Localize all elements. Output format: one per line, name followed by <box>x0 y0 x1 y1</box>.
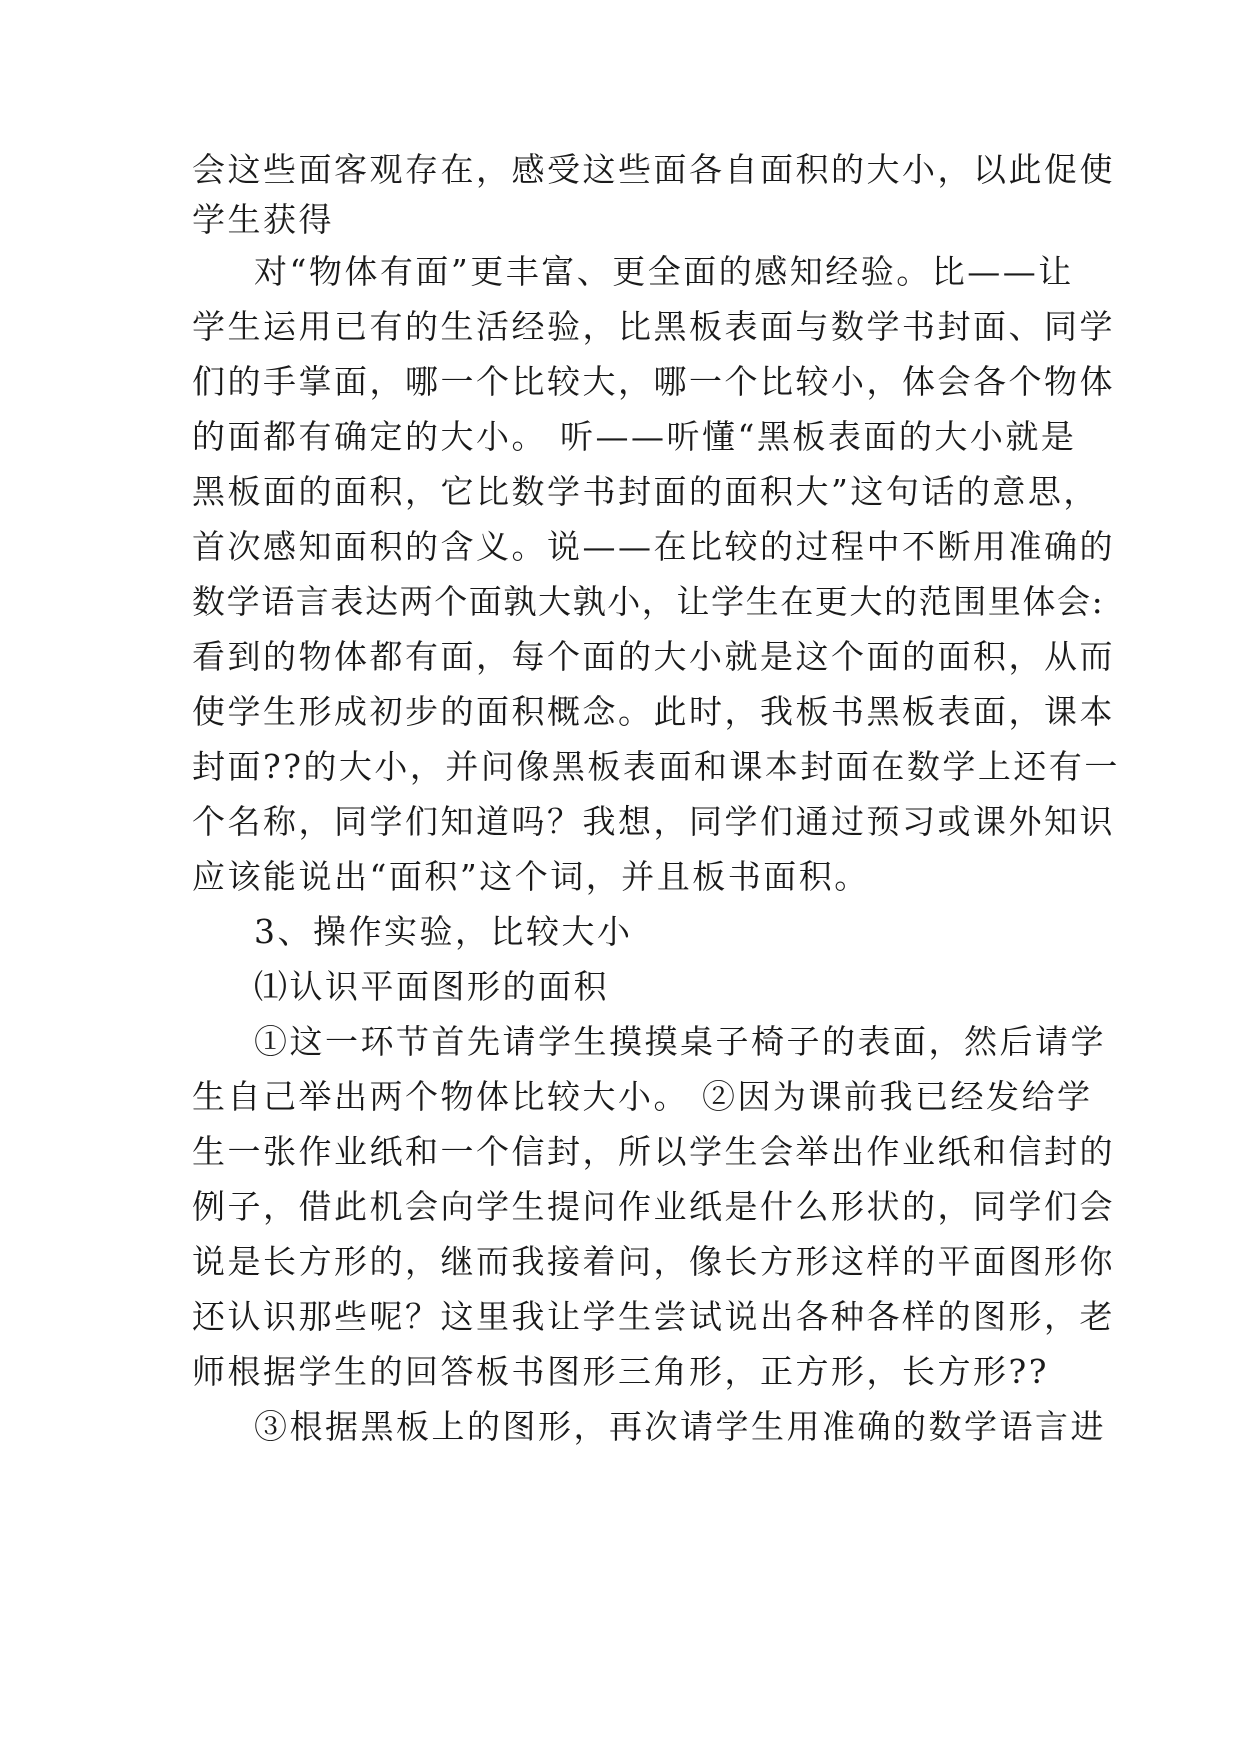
text-line: 封面??的大小，并问像黑板表面和课本封面在数学上还有一 <box>192 747 1120 786</box>
text-line: 生自己举出两个物体比较大小。 ②因为课前我已经发给学 <box>192 1077 1093 1116</box>
text-line: 使学生形成初步的面积概念。此时，我板书黑板表面，课本 <box>192 692 1115 731</box>
text-line: 学生运用已有的生活经验，比黑板表面与数学书封面、同学 <box>192 307 1115 346</box>
paragraph-first-line: ①这一环节首先请学生摸摸桌子椅子的表面，然后请学 <box>254 1022 1106 1061</box>
text-line: 们的手掌面，哪一个比较大，哪一个比较小，体会各个物体 <box>192 362 1115 401</box>
text-line: 个名称，同学们知道吗？我想，同学们通过预习或课外知识 <box>192 802 1115 841</box>
paragraph-first-line: 对“物体有面”更丰富、更全面的感知经验。比——让 <box>254 252 1074 291</box>
text-line: 会这些面客观存在，感受这些面各自面积的大小，以此促使 <box>192 150 1115 189</box>
text-line: 的面都有确定的大小。 听——听懂“黑板表面的大小就是 <box>192 417 1077 456</box>
text-line: 黑板面的面积，它比数学书封面的面积大”这句话的意思， <box>192 472 1099 511</box>
paragraph-first-line: ③根据黑板上的图形，再次请学生用准确的数学语言进 <box>254 1407 1106 1446</box>
text-line: 首次感知面积的含义。说——在比较的过程中不断用准确的 <box>192 527 1115 566</box>
text-line: 学生获得 <box>192 200 334 239</box>
text-line: 看到的物体都有面，每个面的大小就是这个面的面积，从而 <box>192 637 1115 676</box>
text-line: 说是长方形的，继而我接着问，像长方形这样的平面图形你 <box>192 1242 1115 1281</box>
text-line: 师根据学生的回答板书图形三角形，正方形，长方形?? <box>192 1352 1049 1391</box>
text-line: 生一张作业纸和一个信封，所以学生会举出作业纸和信封的 <box>192 1132 1115 1171</box>
text-line: 还认识那些呢？这里我让学生尝试说出各种各样的图形，老 <box>192 1297 1115 1336</box>
text-line: 数学语言表达两个面孰大孰小，让学生在更大的范围里体会: <box>192 582 1105 621</box>
section-heading: 3、操作实验，比较大小 <box>254 912 633 951</box>
subsection-heading: ⑴认识平面图形的面积 <box>254 967 609 1006</box>
text-line: 应该能说出“面积”这个词，并且板书面积。 <box>192 857 870 896</box>
text-line: 例子，借此机会向学生提问作业纸是什么形状的，同学们会 <box>192 1187 1115 1226</box>
